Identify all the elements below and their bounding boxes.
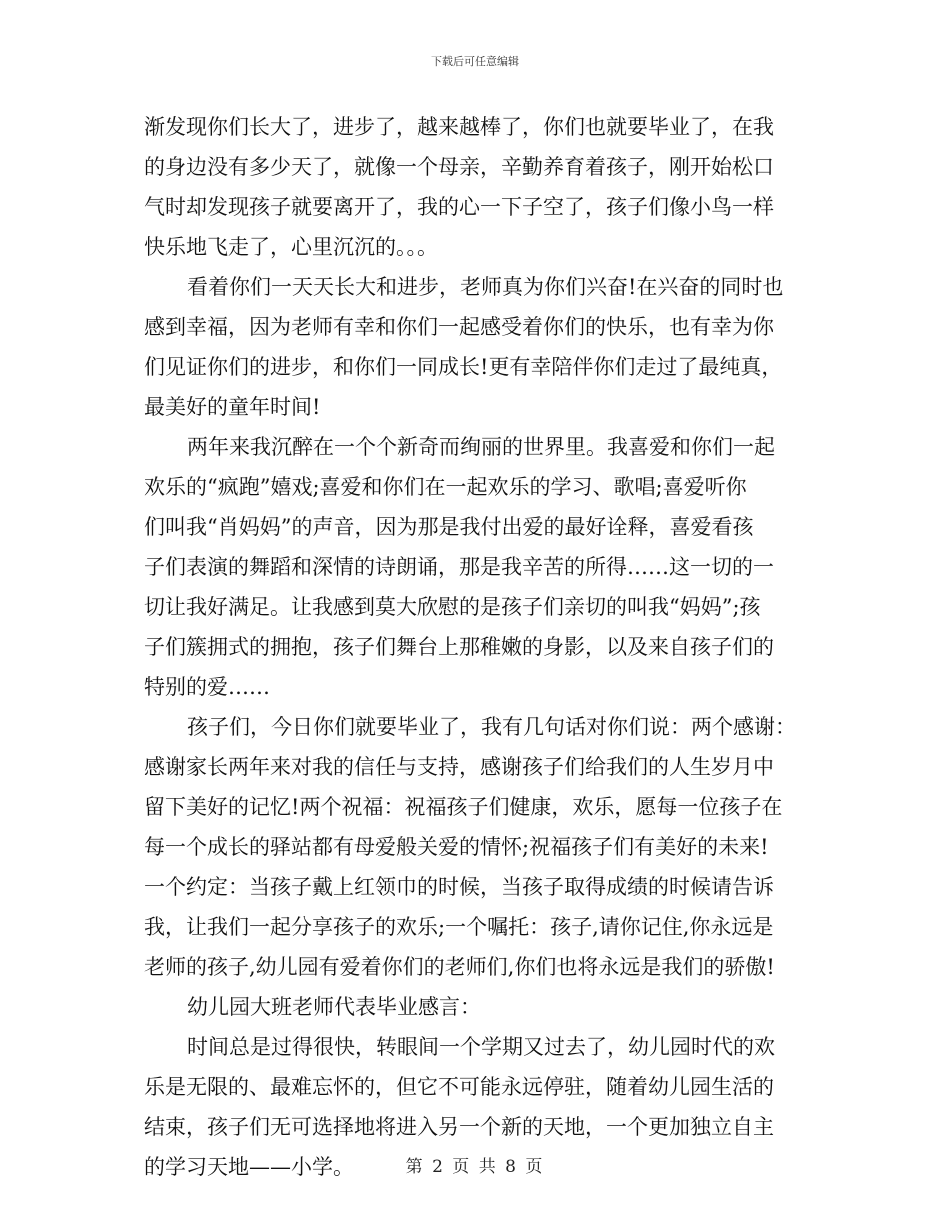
text-line: 孩子们，今日你们就要毕业了，我有几句话对你们说：两个感谢：: [187, 715, 796, 739]
header-note: 下载后可任意编辑: [431, 55, 519, 68]
text-line: 子们簇拥式的拥抱，孩子们舞台上那稚嫩的身影，以及来自孩子们的: [144, 635, 774, 659]
text-line: 我，让我们一起分享孩子的欢乐;一个嘱托：孩子,请你记住,你永远是: [144, 915, 774, 939]
text-line: 幼儿园大班老师代表毕业感言：: [187, 995, 481, 1019]
text-line: 子们表演的舞蹈和深情的诗朗诵，那是我辛苦的所得……这一切的一: [144, 555, 774, 579]
text-line: 感谢家长两年来对我的信任与支持，感谢孩子们给我们的人生岁月中: [144, 755, 774, 779]
text-line: 留下美好的记忆!两个祝福：祝福孩子们健康，欢乐，愿每一位孩子在: [144, 795, 783, 819]
text-line: 看着你们一天天长大和进步，老师真为你们兴奋!在兴奋的同时也: [187, 275, 784, 299]
text-line: 的身边没有多少天了，就像一个母亲，辛勤养育着孩子，刚开始松口: [144, 155, 774, 179]
text-line: 一个约定：当孩子戴上红领巾的时候，当孩子取得成绩的时候请告诉: [144, 875, 774, 899]
text-line: 渐发现你们长大了，进步了，越来越棒了，你们也就要毕业了，在我: [144, 115, 774, 139]
text-line: 欢乐的“疯跑”嬉戏;喜爱和你们在一起欢乐的学习、歌唱;喜爱听你: [144, 475, 747, 499]
text-line: 快乐地飞走了，心里沉沉的。。。: [144, 235, 438, 259]
text-line: 们见证你们的进步，和你们一同成长!更有幸陪伴你们走过了最纯真，: [144, 355, 783, 379]
text-line: 每一个成长的驿站都有母爱般关爱的情怀;祝福孩子们有美好的未来!: [144, 835, 769, 859]
text-line: 感到幸福，因为老师有幸和你们一起感受着你们的快乐，也有幸为你: [144, 315, 774, 339]
text-line: 的学习天地——小学。: [144, 1155, 354, 1179]
document-body: [0, 107, 950, 1187]
text-line: 特别的爱……: [144, 675, 270, 699]
text-line: 最美好的童年时间!: [144, 395, 321, 419]
text-line: 结束，孩子们无可选择地将进入另一个新的天地，一个更加独立自主: [144, 1115, 774, 1139]
text-line: 乐是无限的、最难忘怀的，但它不可能永远停驻，随着幼儿园生活的: [144, 1075, 774, 1099]
text-line: 切让我好满足。让我感到莫大欣慰的是孩子们亲切的叫我“妈妈”;孩: [144, 595, 761, 619]
text-line: 们叫我“肖妈妈”的声音，因为那是我付出爱的最好诠释，喜爱看孩: [144, 515, 754, 539]
text-line: 老师的孩子,幼儿园有爱着你们的老师们,你们也将永远是我们的骄傲!: [144, 955, 775, 979]
text-line: 两年来我沉醉在一个个新奇而绚丽的世界里。我喜爱和你们一起: [187, 435, 775, 459]
text-line: 气时却发现孩子就要离开了，我的心一下子空了，孩子们像小鸟一样: [144, 195, 774, 219]
text-line: 时间总是过得很快，转眼间一个学期又过去了，幼儿园时代的欢: [187, 1035, 775, 1059]
page-footer: 第 2 页 共 8 页: [405, 1157, 545, 1177]
